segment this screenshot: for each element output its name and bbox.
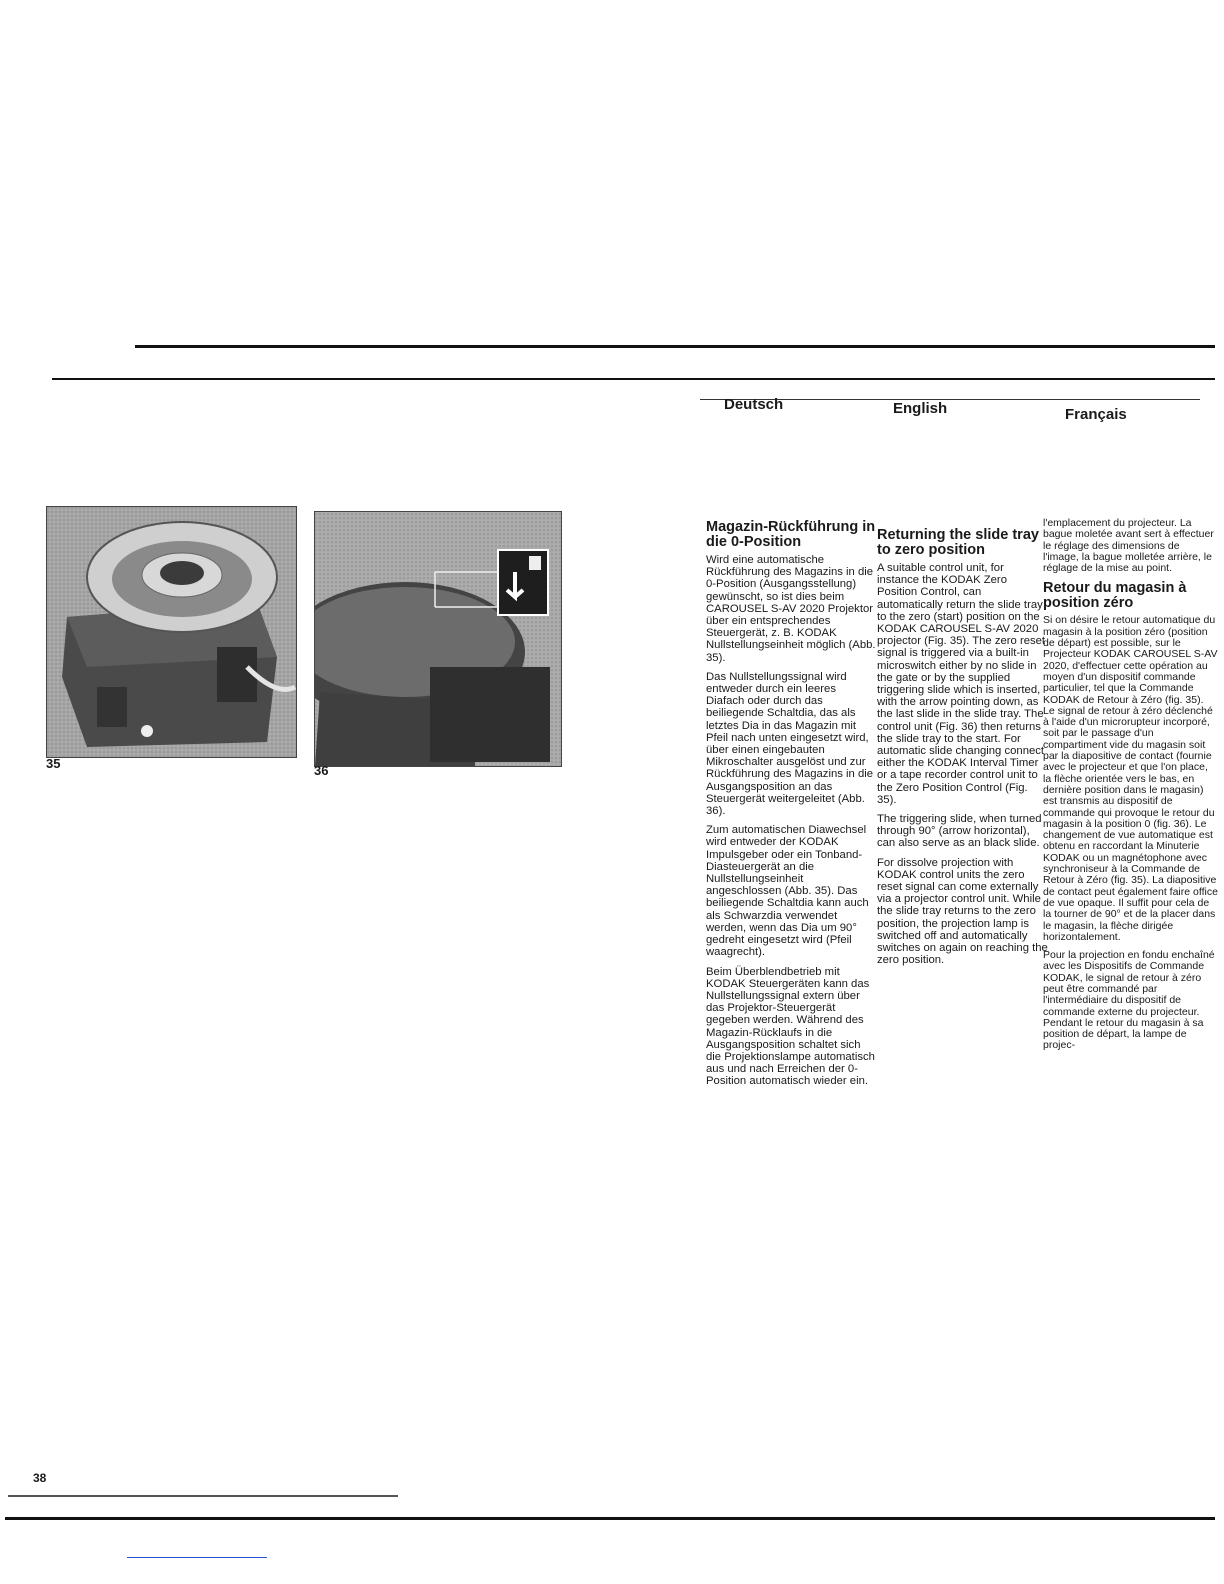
german-paragraph-1: Wird eine automatische Rückführung des Magazins in die 0-Position (Ausgangsstellung) gewünscht, so ist dies beim CAROUSEL S-AV 2020 Projektor über ein entsprechendes Steuergerät, z. B. KODAK Nullstellungseinheit möglich (Abb. 35). <box>706 554 876 664</box>
slide-tray-close-up-illustration <box>315 512 561 766</box>
german-paragraph-4: Beim Überblendbetrieb mit KODAK Steuergeräten kann das Nullstellungssignal extern über das Projektor-Steuergerät gegeben werden. Während des Magazin-Rücklaufs in die Ausgangsposition schaltet sich die Projektionslampe automatisch aus und nach Erreichen der 0-Position automatisch wieder ein. <box>706 965 875 1088</box>
french-column-clip <box>1043 518 1224 1493</box>
language-label-english: English <box>893 400 948 417</box>
english-column <box>877 528 1049 974</box>
german-paragraph-3: Zum automatischen Diawechsel wird entweder der KODAK Impulsgeber oder ein Tonband-Diasteuergerät an die Nullstellungseinheit angeschlossen (Abb. 35). Das beiliegende Schaltdia kann auch als Schwarzdia verwendet werden, wenn das Dia um 90° gedreht eingesetzt wird (Pfeil waagrecht). <box>706 824 869 959</box>
page-number: 38 <box>33 1471 47 1485</box>
projector-with-control-unit-illustration <box>47 507 296 757</box>
language-label-french: Français <box>1065 406 1127 423</box>
german-paragraph-2: Das Nullstellungssignal wird entweder durch ein leeres Diafach oder durch das beiliegende Schaltdia, das als letztes Dia in das Magazin mit Pfeil nach unten eingesetzt wird, über einen eingebauten Mikroschalter ausgelöst und zur Rückführung des Magazins in die Ausgangsposition an das Steuergerät weitergeleitet (Abb. 36). <box>706 670 874 818</box>
figure-35-projector-photo <box>46 506 297 758</box>
link-underline <box>127 1557 267 1558</box>
english-paragraph-2: The triggering slide, when turned through 90° (arrow horizontal), can also serve as an black slide. <box>877 813 1042 850</box>
figure-36-slide-tray-photo <box>314 511 562 767</box>
figure-35-caption: 35 <box>46 756 61 771</box>
french-paragraph-1: Si on désire le retour automatique du magasin à la position zéro (position de départ) est possible, sur le Projecteur KODAK CAROUSEL S-AV 2020, d'effectuer cette opération au moyen d'un dispositif commande particulier, tel que la Commande KODAK de Retour à Zéro (fig. 35). Le signal de retour à zéro déclenché à l'aide d'un microrupteur incorporé, soit par le passage d'un compartiment vide du magasin soit par la diapositive de contact (fournie avec le projecteur et que l'on place, la flèche orientée vers le bas, en dernière position dans le magasin) est transmis au dispositif de commande qui provoque le retour du magasin à la position 0 (fig. 36). Le changement de vue automatique est obtenu en raccordant la Minuterie KODAK ou un magnétophone avec synchroniseur à la Commande de Retour à Zéro (fig. 35). La diapositive de contact peut également faire office de vue opaque. Il suffit pour cela de la tourner de 90° et de la placer dans le magasin, la flèche dirigée horizontalement. <box>1043 614 1218 943</box>
bottom-rule <box>5 1517 1215 1520</box>
french-paragraph-2: Pour la projection en fondu enchaîné avec les Dispositifs de Commande KODAK, le signal de retour à zéro peut être commandé par l'intermédiaire du dispositif de commande externe du projecteur. Pendant le retour du magasin à sa position de départ, la lampe de projec- <box>1043 949 1215 1052</box>
french-column <box>1043 518 1218 1059</box>
language-label-german: Deutsch <box>724 396 784 413</box>
top-rule-lower <box>52 378 1215 380</box>
top-rule-upper <box>135 345 1215 348</box>
figure-36-caption: 36 <box>314 763 329 778</box>
french-paragraph-0: l'emplacement du projecteur. La bague moletée avant sert à effectuer le réglage des dimensions de l'image, la bague molletée arrière, le réglage de la mise au point. <box>1043 518 1214 575</box>
french-heading: Retour du magasin à position zéro <box>1043 580 1187 612</box>
english-paragraph-3: For dissolve projection with KODAK control units the zero reset signal can come externally via a projector control unit. While the slide tray returns to the zero position, the projection lamp is switched off and automatically switches on again on reaching the zero position. <box>877 856 1048 967</box>
german-heading: Magazin-Rückführung in die 0-Position <box>706 519 876 550</box>
english-paragraph-1: A suitable control unit, for instance the KODAK Zero Position Control, can automatically return the slide tray to the zero (start) position on the KODAK CAROUSEL S-AV 2020 projector (Fig. 35). The zero reset signal is triggered via a built-in microswitch either by no slide in the gate or by the supplied triggering slide which is inserted, with the arrow pointing down, as the last slide in the slide tray. The control unit (Fig. 36) then returns the slide tray to the start. For automatic slide changing connect either the KODAK Interval Timer or a tape recorder control unit to the Zero Position Control (Fig. 35). <box>877 562 1046 806</box>
bottom-rule-thin <box>8 1495 398 1497</box>
german-column <box>706 520 876 1095</box>
english-heading: Returning the slide tray to zero position <box>877 527 1039 558</box>
